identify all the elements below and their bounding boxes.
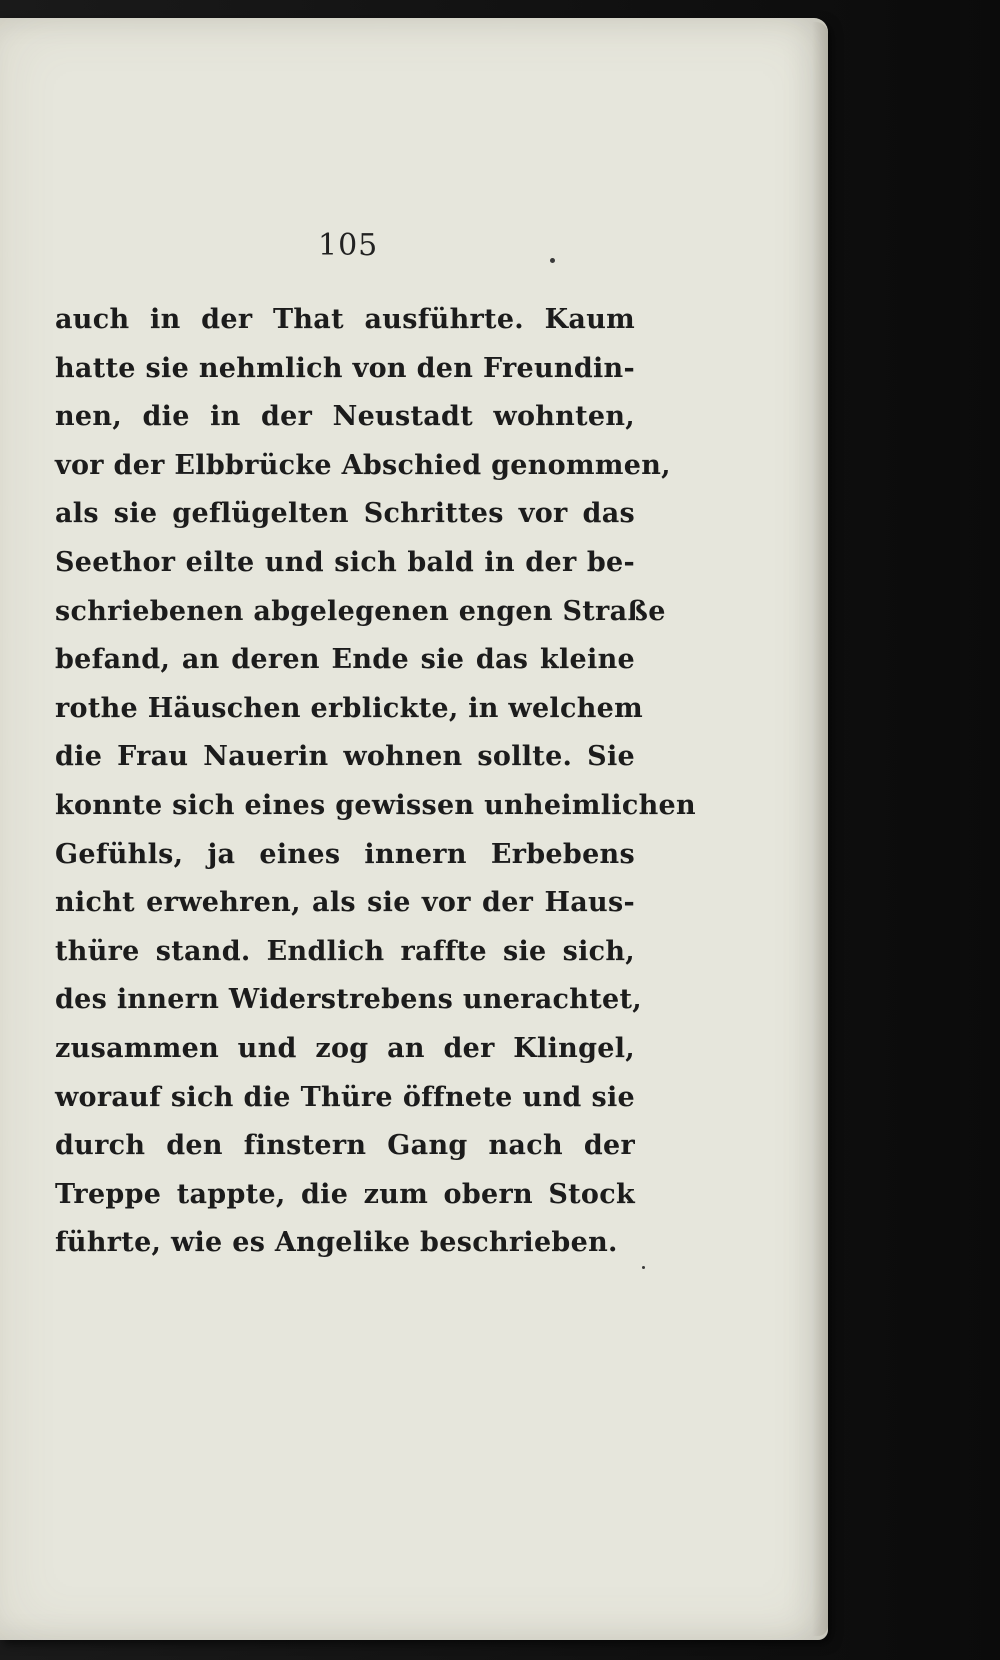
text-line: schriebenen abgelegenen engen Straße [55, 595, 666, 627]
text-line: worauf sich die Thüre öffnete und sie [55, 1081, 635, 1113]
text-line: vor der Elbbrücke Abschied genommen, [55, 449, 671, 481]
text-line: nen, die in der Neustadt wohnten, [55, 401, 635, 433]
paper-speck [550, 258, 555, 263]
text-line: als sie geflügelten Schrittes vor das [55, 498, 635, 530]
text-line: thüre stand. Endlich raffte sie sich, [55, 935, 635, 967]
text-line: führte, wie es Angelike beschrieben. [55, 1227, 618, 1259]
text-line: konnte sich eines gewissen unheimlichen [55, 789, 696, 821]
text-line: befand, an deren Ende sie das kleine [55, 644, 635, 676]
page-edge-shadow [812, 22, 828, 1636]
body-text [55, 296, 696, 1268]
page-number: 105 [318, 228, 379, 263]
text-line: zusammen und zog an der Klingel, [55, 1032, 635, 1064]
book-page [0, 18, 828, 1640]
text-line: Seethor eilte und sich bald in der be- [55, 546, 635, 578]
text-line: die Frau Nauerin wohnen sollte. Sie [55, 741, 635, 773]
paper-speck [642, 1266, 645, 1269]
text-line: durch den finstern Gang nach der [55, 1130, 635, 1162]
text-line: des innern Widerstrebens unerachtet, [55, 984, 642, 1016]
text-line: nicht erwehren, als sie vor der Haus- [55, 887, 635, 919]
text-line: auch in der That ausführte. Kaum [55, 304, 635, 335]
text-line: Gefühls, ja eines innern Erbebens [55, 838, 635, 870]
text-line: rothe Häuschen erblickte, in welchem [55, 692, 644, 724]
text-line: Treppe tappte, die zum obern Stock [55, 1178, 635, 1210]
text-line: hatte sie nehmlich von den Freundin- [55, 352, 635, 384]
